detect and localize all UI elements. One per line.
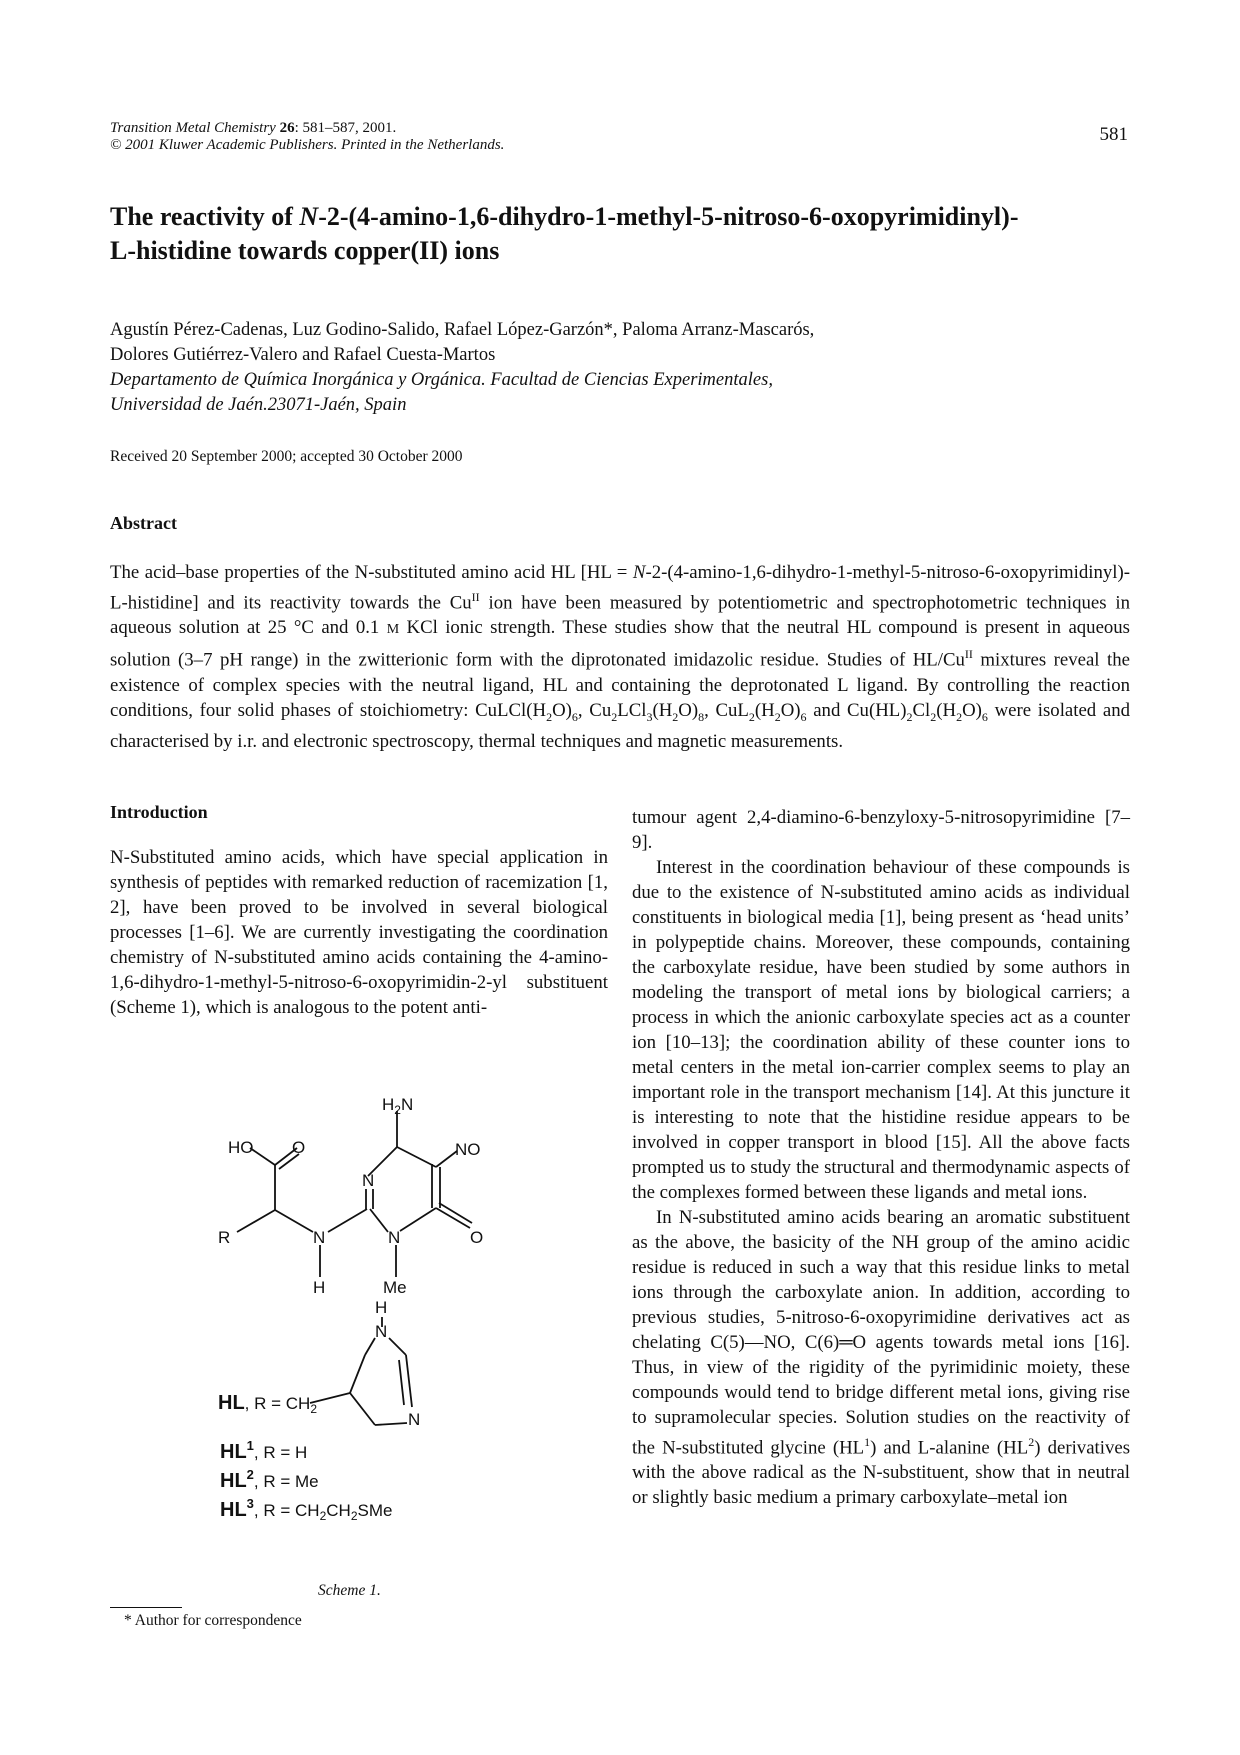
label-o-acid: O [292,1138,306,1157]
author-block [110,318,1140,418]
journal-citation [110,120,504,154]
authors-line2: Dolores Gutiérrez-Valero and Rafael Cuesta-Martos [110,345,496,365]
scheme-atom-labels [218,1095,483,1429]
label-im-h: H [375,1298,388,1317]
scheme-bonds [237,1111,472,1425]
label-ho: HO [228,1138,254,1157]
footnote: * Author for correspondence [124,1612,302,1629]
authors-line1: Agustín Pérez-Cadenas, Luz Godino-Salido, Rafael López-Garzón*, Paloma Arranz-Mascarós, [110,320,815,340]
affiliation-line1: Departamento de Química Inorgánica y Orgánica. Facultad de Ciencias Experimentales, [110,370,773,390]
received-dates: Received 20 September 2000; accepted 30 October 2000 [110,448,463,465]
intro-paragraph-continued: tumour agent 2,4-diamino-6-benzyloxy-5-nitrosopyrimidine [7–9]. [632,807,1130,853]
title-part: -2-(4-amino-1,6-dihydro-1-methyl-5-nitroso-6-oxopyrimidinyl)- [318,202,1019,231]
journal-volume: 26 [279,120,295,136]
label-no: NO [455,1140,481,1159]
abstract-text: The acid–base properties of the N-substituted amino acid HL [HL = N-2-(4-amino-1,6-dihydro-1-methyl-5-nitroso-6-oxopyrimidinyl)-L-histidine] and its reactivity towards the $Cu^{II}$ ion have been measured by potentiometric and spectrophotometric techniques in aqueous solution at 25 °C and 0.1 M KCl ionic strength. These studies show that the neutral HL compound is present in aqueous solution (3–7 pH range) in the zwitterionic form with the diprotonated imidazolic residue. Studies of $HL/Cu^{II}$ mixtures reveal the existence of complex species with the neutral ligand, HL and containing the deprotonated L ligand. By controlling the reaction conditions, four solid phases of stoichiometry: $CuLCl(H_2O)_6$, $Cu_2LCl_3(H_2O)_8$, $CuL_2(H_2O)_6$ and $Cu(HL)_2Cl_2(H_2O)_6$ were isolated and characterised by i.r. and electronic spectroscopy, thermal techniques and magnetic measurements. [110,562,1131,753]
intro-paragraph-2: Interest in the coordination behaviour of these compounds is due to the existence of N-substituted amino acids as individual constituents in biological media [1], being present as ‘head units’ in polypeptide chains. Moreover, these compounds, containing the carboxylate residue, have been studied by some authors in modeling the transport of metal ions by biological carriers; a process in which the anionic carboxylate species act as a counter ion [10–13]; the coordination ability of these counter ions to metal centers in the metal ion-carrier complex seems to play an important role in the transport mechanism [14]. At this juncture it is interesting to note that the histidine residue appears to be involved in copper transport in blood [15]. All the above facts prompted us to study the structural and thermodynamic aspects of the complexes formed between these ligands and metal ions. [632,857,1130,1203]
label-nh-n: N [313,1228,326,1247]
footnote-rule [110,1607,182,1608]
left-column [110,800,608,1020]
introduction-heading: Introduction [110,802,208,822]
label-n3: N [362,1171,375,1190]
title-italic: N [299,202,319,231]
abstract-heading: Abstract [110,513,177,533]
journal-line [110,120,504,137]
title-part: The reactivity of [110,202,300,231]
intro-paragraph-1: N-Substituted amino acids, which have special application in synthesis of peptides with remarked reduction of racemization [1, 2], have been proved to be involved in several biological processes [1–6]. We are currently investigating the coordination chemistry of N-substituted amino acids containing the 4-amino-1,6-dihydro-1-methyl-5-nitroso-6-oxopyrimidin-2-yl substituent (Scheme 1), which is analogous to the potent anti- [110,847,608,1018]
article-title [110,200,1140,268]
scheme-caption: Scheme 1. [318,1582,381,1599]
title-line2: L-histidine towards copper(II) ions [110,236,500,265]
label-o6: O [470,1228,484,1247]
def-hl3: $HL^3$, $R = CH_2CH_2SMe$ [220,1496,393,1523]
label-im-n1: N [375,1322,388,1341]
label-n1: N [388,1228,401,1247]
page-number: 581 [1099,124,1128,145]
svg-text:H2N: $H_2N$ [382,1095,414,1117]
label-im-n3: N [408,1410,421,1429]
journal-pages: : 581–587, 2001. [294,120,397,136]
copyright-line: © 2001 Kluwer Academic Publishers. Printed in the Netherlands. [110,137,505,153]
def-hl2: $HL^2$, R = Me [220,1467,319,1492]
def-hl: HL, $R = CH_2$ [218,1392,318,1416]
label-r: R [218,1228,231,1247]
def-hl1: $HL^1$, R = H [220,1438,308,1463]
right-column [632,805,1130,1510]
intro-paragraph-3: In N-substituted amino acids bearing an aromatic substituent as the above, the basicity of the NH group of the amino acidic residue is reduced in such a way that this residue links to metal ions through the carboxylate anion. In addition, according to previous studies, 5-nitroso-6-oxopyrimidine derivatives act as chelating C(5)—NO, C(6)═O agents towards metal ions [16]. Thus, in view of the rigidity of the pyrimidinic moiety, these compounds would tend to bridge different metal ions, giving rise to supramolecular species. Solution studies on the reactivity of the N-substituted glycine $(HL^1)$ and L-alanine $(HL^2)$ derivatives with the above radical as the N-substituent, show that in neutral or slightly basic medium a primary carboxylate–metal ion [632,1207,1130,1509]
journal-name: Transition Metal Chemistry [110,120,276,136]
scheme-1-structure [200,1085,600,1585]
label-me: Me [383,1278,407,1297]
scheme-r-definitions [218,1392,392,1523]
affiliation-line2: Universidad de Jaén.23071-Jaén, Spain [110,395,407,415]
label-nh-h: H [313,1278,326,1297]
